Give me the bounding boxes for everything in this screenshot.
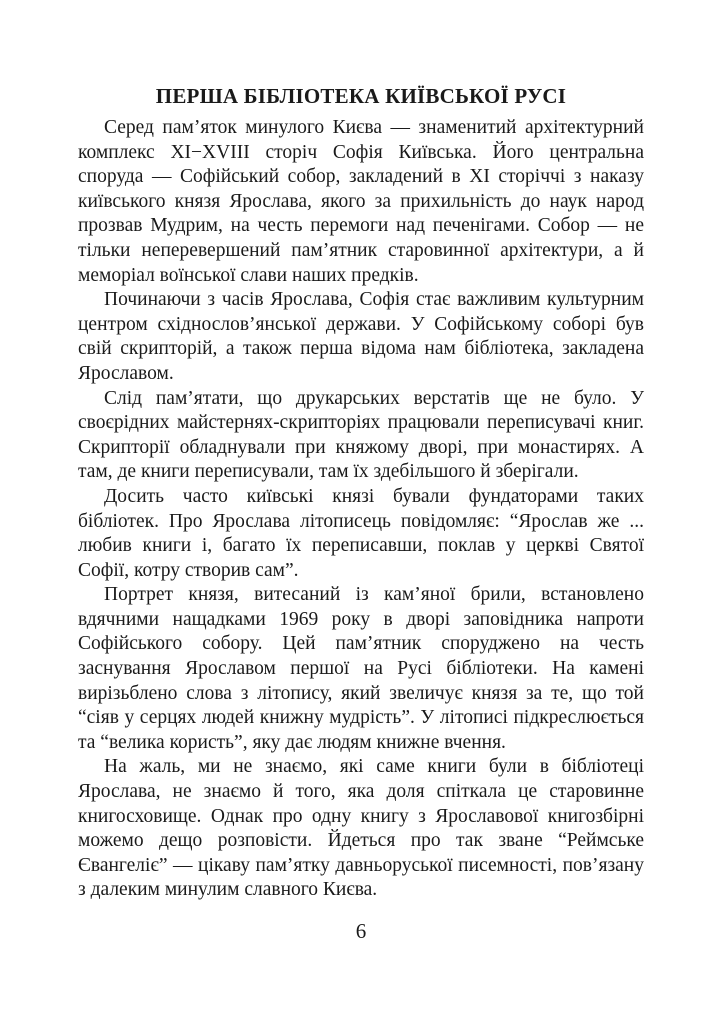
page-number: 6 bbox=[355, 919, 367, 943]
paragraph-2: Починаючи з часів Ярослава, Софія стає важливим культурним центром східнослов’янської держави. У Софійському соборі був свій скрипторій, а також перша відома нам бібліотека, закладена Ярославом. bbox=[78, 289, 644, 384]
page-body bbox=[78, 82, 644, 903]
paragraph-5: Портрет князя, витесаний із кам’яної брили, встановлено вдячними нащадками 1969 року в дворі заповідника напроти Софійського собору. Цей пам’ятник споруджено на честь заснування Ярославом першої на Русі бібліотеки. На камені вирізьблено слова з літопису, який звеличує князя за те, що той “сіяв у серцях людей книжну мудрість”. У літописі підкреслюється та “велика користь”, яку дає людям книжне вчення. bbox=[78, 584, 644, 753]
paragraph-3: Слід пам’ятати, що друкарських верстатів ще не було. У своєрідних майстернях-скрипторіях працювали переписувачі книг. Скрипторії обладнували при княжому дворі, при монастирях. А там, де книги переписували, там їх здебільшого й зберігали. bbox=[78, 387, 644, 483]
paragraph-1: Серед пам’яток минулого Києва — знаменитий архітектурний комплекс XI−XVIII сторіч Софія Київська. Його центральна споруда — Софійський собор, закладений в XI сторіччі з наказу київського князя Ярослава, якого за прихильність до наук народ прозвав Мудрим, на честь перемоги над печенігами. Собор — не тільки неперевершений пам’ятник старовинної архітектури, а й меморіал воїнської слави наших предків. bbox=[78, 117, 644, 286]
paragraph-6: На жаль, ми не знаємо, які саме книги були в бібліотеці Ярослава, не знаємо й того, яка доля спіткала це старовинне книгосховище. Однак про одну книгу з Ярославової книгозбірні можемо дещо розповісти. Йдеться про так зване “Реймське Євангеліє” — цікаву пам’ятку давньоруської писемності, пов’язану з далеким минулим славного Києва. bbox=[78, 756, 644, 901]
page-title: ПЕРША БІБЛІОТЕКА КИЇВСЬКОЇ РУСІ bbox=[155, 84, 567, 108]
paragraph-4: Досить часто київські князі бували фундаторами таких бібліотек. Про Ярослава літописець повідомляє: “Ярослав же ... любив книги і, багато їх переписавши, поклав у церкві Святої Софії, котру створив сам”. bbox=[78, 485, 644, 581]
